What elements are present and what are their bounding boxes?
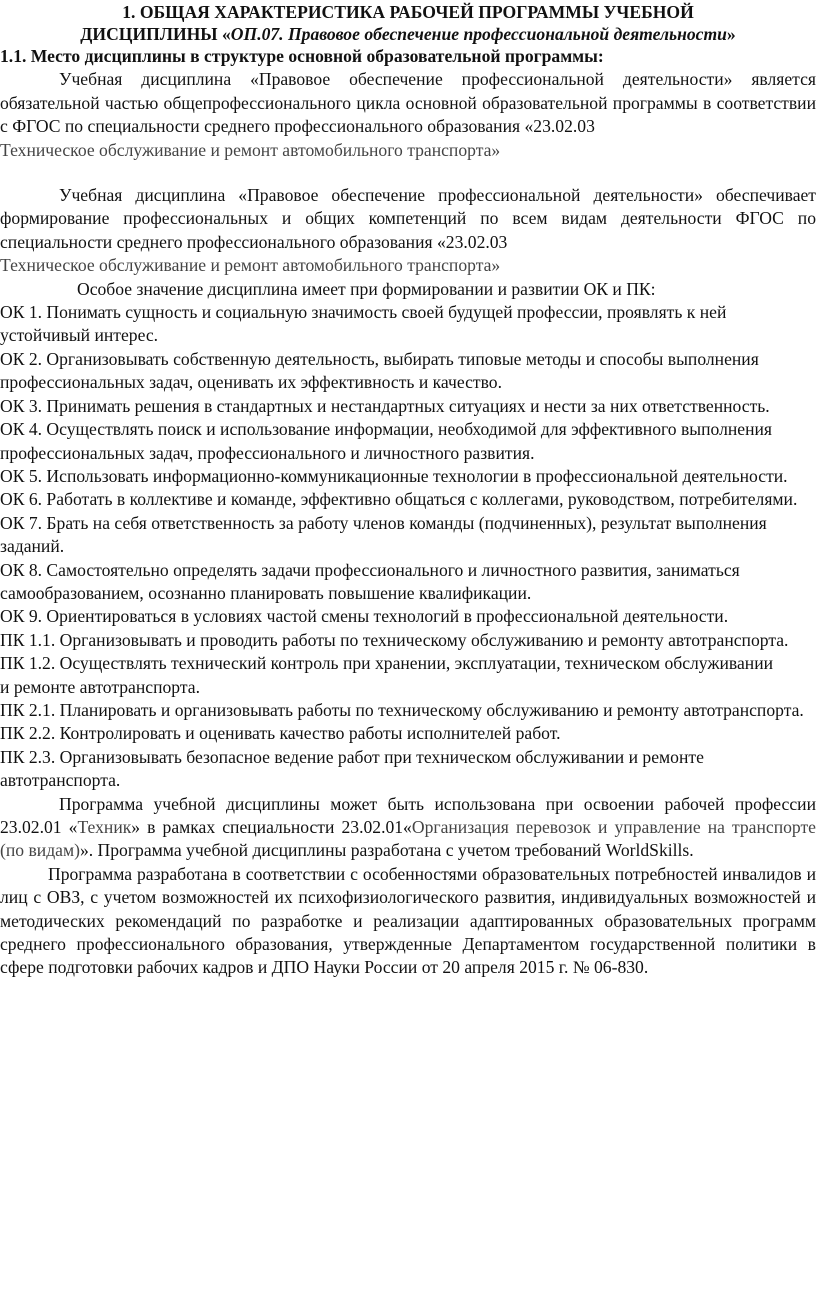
competency-ok-1-cont: устойчивый интерес. (0, 325, 159, 346)
competency-ok-2: ОК 2. Организовывать собственную деятельность, выбирать типовые методы и способы выполнения (0, 348, 759, 369)
section-1-1-heading: 1.1. Место дисциплины в структуре основной образовательной программы: (0, 46, 604, 66)
competency-pk-2-3: ПК 2.3. Организовывать безопасное ведение работ при техническом обслуживании и ремонте (0, 746, 704, 767)
paragraph-4: Программа разработана в соответствии с особенностями образовательных потребностей инвалидов и лиц с ОВЗ, с учетом возможностей их психофизиологического развития, индивидуальных возможностей и методических рекомендаций по разработке и реализации адаптированных образовательных программ среднего профессионального образования, утвержденные Департаментом государственной политики в сфере подготовки рабочих кадров и ДПО Науки России от 20 апреля 2015 г. № 06-830. (0, 863, 816, 978)
competency-ok-1: ОК 1. Понимать сущность и социальную значимость своей будущей профессии, проявлять к ней (0, 302, 727, 323)
heading-line-2 (0, 23, 816, 45)
specialty-name: Организация перевозок и управление на транспорте (по видам) (0, 817, 816, 861)
competency-pk-2-3-cont: автотранспорта. (0, 770, 121, 791)
competency-ok-4: ОК 4. Осуществлять поиск и использование информации, необходимой для эффективного выполнения профессиональных задач, профессионального и личностного развития. (0, 419, 773, 463)
paragraph-2: Учебная дисциплина «Правовое обеспечение профессиональной деятельности» обеспечивает формирование профессиональных и общих компетенций по всем видам деятельности ФГОС по специальности среднего профессионального образования «23.02.03 (0, 185, 816, 252)
competency-pk-1-1: ПК 1.1. Организовывать и проводить работы по техническому обслуживанию и ремонту автотранспорта. (0, 629, 789, 650)
competency-ok-8-cont: самообразованием, осознанно планировать повышение квалификации. (0, 582, 532, 603)
paragraph-3-part-c: » в рамках специальности 23.02.01« (131, 817, 412, 837)
paragraph-3 (0, 793, 816, 863)
discipline-name: ОП.07. Правовое обеспечение профессиональной деятельности (230, 24, 727, 44)
competency-ok-6: ОК 6. Работать в коллективе и команде, эффективно общаться с коллегами, руководством, потребителями. (0, 489, 798, 510)
document-page (0, 1, 816, 1296)
competency-ok-3: ОК 3. Принимать решения в стандартных и нестандартных ситуациях и нести за них ответственность. (0, 395, 770, 416)
competency-list (0, 301, 816, 793)
paragraph-3-part-e: ». Программа учебной дисциплины разработана с учетом требований WorldSkills. (79, 840, 694, 861)
competency-ok-9: ОК 9. Ориентироваться в условиях частой смены технологий в профессиональной деятельности. (0, 606, 729, 627)
document-heading (0, 1, 816, 45)
competency-pk-2-1: ПК 2.1. Планировать и организовывать работы по техническому обслуживанию и ремонту автотранспорта. (0, 699, 804, 720)
paragraph-3-part-a: Программа учебной дисциплины может быть использована при освоении рабочей профессии 23.02.01 « (0, 793, 816, 837)
paragraph-2-tail: Техническое обслуживание и ремонт автомобильного транспорта» (0, 255, 501, 276)
heading-line-1: 1. ОБЩАЯ ХАРАКТЕРИСТИКА РАБОЧЕЙ ПРОГРАММЫ УЧЕБНОЙ (122, 2, 694, 22)
competency-ok-7: ОК 7. Брать на себя ответственность за работу членов команды (подчиненных), результат выполнения заданий. (0, 512, 767, 557)
competency-ok-2-cont: профессиональных задач, оценивать их эффективность и качество. (0, 372, 502, 393)
competency-pk-1-2: ПК 1.2. Осуществлять технический контроль при хранении, эксплуатации, техническом обслуживании (0, 653, 774, 674)
heading-line-2-start: ДИСЦИПЛИНЫ « (80, 24, 231, 44)
competency-pk-1-2-cont: и ремонте автотранспорта. (0, 676, 200, 697)
competency-pk-2-2: ПК 2.2. Контролировать и оценивать качество работы исполнителей работ. (0, 723, 561, 744)
competency-ok-8: ОК 8. Самостоятельно определять задачи профессионального и личностного развития, заниматься (0, 559, 740, 580)
heading-line-2-end: » (726, 24, 736, 44)
blank-line (0, 162, 816, 184)
paragraph-1-tail: Техническое обслуживание и ремонт автомобильного транспорта» (0, 139, 501, 160)
competency-ok-5: ОК 5. Использовать информационно-коммуникационные технологии в профессиональной деятельности. (0, 465, 788, 486)
paragraph-1: Учебная дисциплина «Правовое обеспечение профессиональной деятельности» является обязательной частью общепрофессионального цикла основной образовательной программы в соответствии с ФГОС по специальности среднего профессионального образования «23.02.03 (0, 69, 816, 137)
competencies-intro: Особое значение дисциплина имеет при формировании и развитии ОК и ПК: (77, 278, 656, 299)
profession-name: Техник (77, 817, 132, 837)
